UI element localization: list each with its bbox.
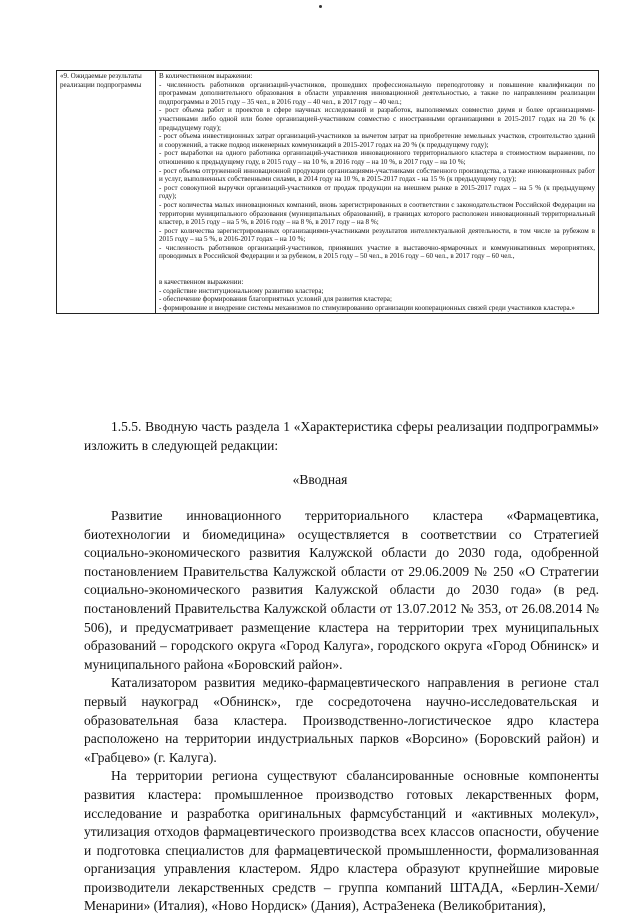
scan-dot xyxy=(319,5,322,8)
list-item: - содействие институциональному развитию кластера; xyxy=(159,286,324,295)
spacer xyxy=(159,261,595,278)
intro-paragraph xyxy=(84,418,599,455)
list-item: - рост объема отгруженной инновационной продукции организациями-участниками собственного производства, а также инновационных работ и услуг, выполненных собственными силами, в 2014 году на 10 %, в 2015-2017 годах - на 15 % (к предыдущему году); xyxy=(159,166,595,184)
paragraph: На территории региона существуют сбалансированные основные компоненты развития кластера: промышленное производство готовых лекарственных форм, исследование и разработка оригинальных фармсубстанций и «активных молекул», утилизация отходов фармацевтического производства всех классов опасности, обучение и подготовка специалистов для фармацевтической промышленности, формализованная организация управления кластером. Ядро кластера образуют крупнейшие мировые производители лекарственных средств – группа компаний ШТАДА, «Берлин-Хеми/Менарини» (Италия), «Ново Нордиск» (Дания), АстраЗенека (Великобритания), xyxy=(84,768,599,914)
list-item: - рост совокупной выручки организаций-участников от продаж продукции на внешнем рынке в 2015-2017 годах – на 5 % (к предыдущему году); xyxy=(159,183,595,201)
intro-text: 1.5.5. Вводную часть раздела 1 «Характеристика сферы реализации подпрограммы» изложить в следующей редакции: xyxy=(84,419,599,453)
section-heading: «Вводная xyxy=(292,472,348,487)
table-row xyxy=(57,71,599,314)
table-label-cell: «9. Ожидаемые результаты реализации подпрограммы xyxy=(57,71,156,314)
list-item: - формирование и внедрение системы механизмов по стимулированию организации кооперационных связей среди участников кластера.» xyxy=(159,303,575,312)
list-item: - рост выработки на одного работника организаций-участников инновационного территориального кластера в стоимостном выражении, по отношению к предыдущему году, в 2015 году – на 10 %, в 2016 году – на 10 %, в 2017 году – на 10 %; xyxy=(159,149,595,166)
quantitative-header: В количественном выражении: xyxy=(159,72,253,80)
list-item: - рост объема работ и проектов в сфере научных исследований и разработок, выполняемых совместно двумя и более организациями-участниками либо одной или более организацией-участником совместно с иностранными организациями в 2015-2017 годах на 20 % (к предыдущему году); xyxy=(159,106,595,132)
table-content-cell xyxy=(156,71,599,314)
list-item: - численность работников организаций-участников, прошедших профессиональную переподготовку и повышение квалификации по программам дополнительного образования в области управления инновационной деятельностью, а также по направлениям реализации подпрограммы в 2015 году – 35 чел., в 2016 году – 40 чел., в 2017 году – 40 чел.; xyxy=(159,80,595,106)
list-item: - рост количества зарегистрированных организациями-участниками результатов интеллектуальной деятельности, в том числе за рубежом в 2015 году – на 5 %, в 2016-2017 годах – на 10 %; xyxy=(159,226,595,244)
results-table xyxy=(56,70,599,314)
paragraph: Развитие инновационного территориального кластера «Фармацевтика, биотехнологии и биомедицина» осуществляется в соответствии со Стратегией социально-экономического развития Калужской области до 2030 года, одобренной постановлением Правительства Калужской области от 29.06.2009 № 250 «О Стратегии социально-экономического развития Калужской области до 2030 года» (в ред. постановлений Правительства Калужской области от 13.07.2012 № 353, от 26.08.2014 № 506), и предусматривает размещение кластера на территории трех муниципальных образований – городского округа «Город Калуга», городского округа «Город Обнинск» и муниципального района «Боровский район». xyxy=(84,508,599,672)
list-item: - рост объема инвестиционных затрат организаций-участников за вычетом затрат на приобретение земельных участков, строительство зданий и сооружений, а также подвод инженерных коммуникаций в 2015-2017 годах на 20 % (к предыдущему году); xyxy=(159,132,595,149)
list-item: - рост количества малых инновационных компаний, вновь зарегистрированных в соответствии с законодательством Российской Федерации на территории муниципального образования (муниципальных образований), в границах которого расположен инновационный территориальный кластер, в 2015 году – на 5 %, в 2016 году – на 8 %, в 2017 году – на 8 %; xyxy=(159,200,595,227)
list-item: - обеспечение формирования благоприятных условий для развития кластера; xyxy=(159,295,392,304)
paragraph: Катализатором развития медико-фармацевтического направления в регионе стал первый наукоград «Обнинск», где сосредоточена научно-исследовательская и образовательная база кластера. Производственно-логистическое ядро кластера расположено на территории индустриальных парков «Ворсино» (Боровский район) и «Грабцево» (г. Калуга). xyxy=(84,675,599,765)
body-text xyxy=(84,507,599,916)
qualitative-header: в качественном выражении: xyxy=(159,278,244,287)
list-item: - численность работников организаций-участников, принявших участие в выставочно-ярмарочных и коммуникативных мероприятиях, проводимых в Российской Федерации и за рубежом, в 2015 году – 50 чел., в 2016 году – 60 чел., в 2017 году – 60 чел., xyxy=(159,243,595,261)
